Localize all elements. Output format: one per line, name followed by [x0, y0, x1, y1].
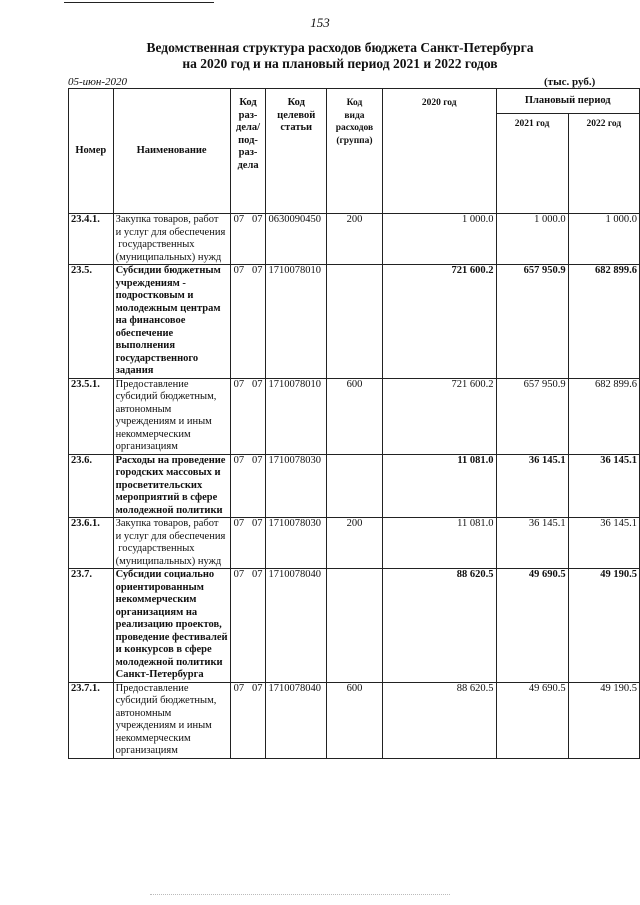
row-target-code: 1710078040 [266, 682, 327, 758]
row-name-line: молодежной политики [115, 504, 223, 516]
row-name-line: Закупка товаров, работ [115, 518, 219, 529]
row-name-line: Санкт-Петербурга [115, 669, 204, 680]
row-name-line: Субсидии социально [115, 569, 215, 580]
header-2021: 2021 год [496, 114, 568, 214]
hd-section-line: Код [239, 97, 257, 108]
table-row [69, 518, 640, 569]
row-name-line: ориентированным [115, 581, 204, 593]
row-name [113, 214, 230, 265]
row-type-code: 600 [327, 682, 383, 758]
row-target-code: 1710078040 [266, 569, 327, 683]
row-name-line: субсидий бюджетным, [115, 695, 217, 706]
row-number: 23.7.1. [69, 682, 114, 758]
row-name-line: и услуг для обеспечения [115, 226, 226, 238]
row-section-code [230, 265, 266, 379]
table-row [69, 378, 640, 454]
row-name-line: субсидий бюджетным, [115, 391, 217, 402]
row-type-code: 600 [327, 378, 383, 454]
row-name [113, 378, 230, 454]
row-name-line: подростковым и [115, 290, 194, 301]
row-name-line: некоммерческим [115, 732, 191, 744]
table-row [69, 214, 640, 265]
row-subsection: 07 [251, 378, 263, 390]
hd-section-line: дела [237, 159, 259, 171]
row-name-line: Закупка товаров, работ [115, 214, 219, 225]
row-name-line: задания [115, 365, 154, 376]
row-subsection: 07 [251, 569, 263, 580]
row-type-code [327, 569, 383, 683]
row-name-line: учреждениям и иным [115, 416, 212, 427]
row-amount-2022: 682 899.6 [568, 378, 639, 454]
row-name-line: Расходы на проведение [115, 454, 226, 466]
row-section: 07 [233, 518, 245, 529]
row-amount-2020: 11 081.0 [382, 518, 496, 569]
row-type-code: 200 [327, 518, 383, 569]
row-amount-2020: 11 081.0 [382, 454, 496, 518]
row-name-line: организациям на [115, 606, 198, 618]
row-amount-2022: 49 190.5 [568, 682, 639, 758]
header-target [266, 89, 327, 214]
title-line-2: на 2020 год и на плановый период 2021 и 2022 годов [182, 56, 498, 71]
hd-type-line: (группа) [336, 135, 373, 146]
row-name-line: проведение фестивалей [115, 631, 228, 643]
row-name-line: на финансовое [115, 315, 186, 326]
row-section-code [230, 518, 266, 569]
row-name [113, 265, 230, 379]
document-date: 05-июн-2020 [68, 76, 128, 88]
row-subsection: 07 [251, 682, 263, 694]
row-name-line: Предоставление [115, 378, 189, 390]
row-section: 07 [233, 454, 245, 466]
hd-section-line: раз- [238, 147, 258, 158]
row-amount-2022: 36 145.1 [568, 518, 639, 569]
table-row [69, 454, 640, 518]
row-section: 07 [233, 378, 245, 390]
units-label: (тыс. руб.) [544, 76, 596, 88]
row-name-line: реализацию проектов, [115, 619, 222, 630]
row-name-line: молодежной политики [115, 656, 223, 668]
row-amount-2020: 88 620.5 [382, 682, 496, 758]
row-section: 07 [233, 569, 245, 580]
row-section: 07 [233, 214, 245, 225]
row-name-line: учреждениям - [115, 277, 186, 289]
row-name-line: Предоставление [115, 682, 189, 694]
row-name-line: учреждениям и иным [115, 720, 212, 731]
row-name-line: некоммерческим [115, 428, 191, 440]
row-name-line: организациям [115, 441, 178, 452]
row-amount-2021: 36 145.1 [496, 518, 568, 569]
row-name-line: выполнения [115, 340, 176, 351]
row-number: 23.6. [69, 454, 114, 518]
row-type-code: 200 [327, 214, 383, 265]
table-row [69, 265, 640, 379]
row-number: 23.6.1. [69, 518, 114, 569]
row-amount-2022: 1 000.0 [568, 214, 639, 265]
row-subsection: 07 [251, 265, 263, 276]
row-amount-2021: 1 000.0 [496, 214, 568, 265]
row-name-line: просветительских [115, 479, 203, 491]
row-subsection: 07 [251, 518, 263, 529]
row-name-line: Субсидии бюджетным [115, 265, 221, 276]
row-section-code [230, 214, 266, 265]
row-amount-2021: 49 690.5 [496, 682, 568, 758]
row-amount-2021: 657 950.9 [496, 265, 568, 379]
row-amount-2022: 49 190.5 [568, 569, 639, 683]
header-type [327, 89, 383, 214]
row-amount-2020: 721 600.2 [382, 378, 496, 454]
row-name-line: и услуг для обеспечения [115, 530, 226, 542]
row-section-code [230, 682, 266, 758]
row-number: 23.7. [69, 569, 114, 683]
row-section: 07 [233, 682, 245, 694]
table-row [69, 569, 640, 683]
hd-section-line: дела/ [236, 122, 261, 133]
row-name-line: организациям [115, 745, 178, 756]
row-target-code: 1710078030 [266, 518, 327, 569]
row-name-line: государственного [115, 352, 199, 364]
row-name [113, 569, 230, 683]
row-amount-2020: 721 600.2 [382, 265, 496, 379]
row-number: 23.5. [69, 265, 114, 379]
row-type-code [327, 454, 383, 518]
hd-type-line: расходов [335, 123, 374, 133]
row-number: 23.5.1. [69, 378, 114, 454]
row-name-line: некоммерческим [115, 594, 197, 605]
row-name-line: автономным [115, 403, 172, 415]
header-2022: 2022 год [568, 114, 639, 214]
row-name-line: обеспечение [115, 327, 174, 339]
row-name-line: государственных [115, 543, 195, 554]
budget-table [68, 88, 640, 759]
row-name-line: и конкурсов в сфере [115, 644, 212, 655]
row-amount-2020: 88 620.5 [382, 569, 496, 683]
hd-type-line: Код [346, 98, 363, 108]
row-name-line: мероприятий в сфере [115, 492, 218, 503]
hd-type-line: вида [344, 110, 365, 121]
row-subsection: 07 [251, 454, 263, 466]
row-amount-2022: 36 145.1 [568, 454, 639, 518]
header-name: Наименование [113, 89, 230, 214]
header-section [230, 89, 266, 214]
row-target-code: 1710078010 [266, 265, 327, 379]
row-section-code [230, 454, 266, 518]
row-name-line: городских массовых и [115, 467, 221, 478]
row-target-code: 1710078010 [266, 378, 327, 454]
row-amount-2021: 36 145.1 [496, 454, 568, 518]
row-amount-2021: 49 690.5 [496, 569, 568, 683]
row-name-line: государственных [115, 239, 195, 250]
header-number: Номер [69, 89, 114, 214]
row-name [113, 454, 230, 518]
row-section-code [230, 569, 266, 683]
row-target-code: 0630090450 [266, 214, 327, 265]
header-planned: Плановый период [496, 89, 640, 114]
row-amount-2021: 657 950.9 [496, 378, 568, 454]
page-number: 153 [310, 15, 330, 30]
document-title [60, 40, 620, 72]
top-rule [64, 2, 214, 3]
row-name-line: (муниципальных) нужд [115, 251, 222, 263]
scan-edge-marks [150, 894, 450, 898]
row-target-code: 1710078030 [266, 454, 327, 518]
table-row [69, 682, 640, 758]
hd-section-line: под- [238, 134, 258, 146]
hd-target-line: целевой [277, 109, 316, 121]
row-amount-2020: 1 000.0 [382, 214, 496, 265]
row-type-code [327, 265, 383, 379]
row-name-line: (муниципальных) нужд [115, 555, 222, 567]
row-number: 23.4.1. [69, 214, 114, 265]
title-line-1: Ведомственная структура расходов бюджета Санкт-Петербурга [146, 40, 534, 55]
row-subsection: 07 [251, 214, 263, 225]
row-amount-2022: 682 899.6 [568, 265, 639, 379]
row-section: 07 [233, 265, 245, 276]
hd-target-line: статьи [280, 122, 313, 133]
hd-section-line: раз- [238, 109, 258, 121]
header-2020: 2020 год [382, 89, 496, 214]
row-section-code [230, 378, 266, 454]
row-name-line: молодежным центрам [115, 302, 221, 314]
row-name [113, 518, 230, 569]
hd-target-line: Код [287, 97, 305, 108]
row-name [113, 682, 230, 758]
row-name-line: автономным [115, 707, 172, 719]
